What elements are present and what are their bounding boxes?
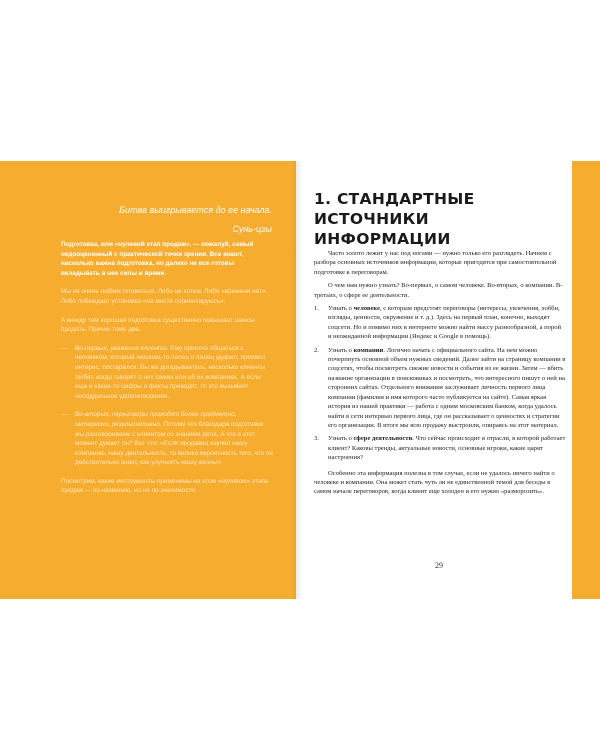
list-item — [314, 304, 566, 342]
right-edge-color-strip — [572, 161, 600, 599]
list-item-text: Ему приятно общаться с человеком, который наконец-то палец о палец ударил, проявил интерес, постарался. Вы же догадываетесь, насколько клиенты любят, когда говорят о них самих или об их компаниях. А если еще и какие-то цифры и факты приводят, то это вызывает неподдельное удовлетворение. — [75, 344, 266, 400]
paragraph: О чем нам нужно узнать? Во-первых, о самом человеке. Во-вторых, о компании. В-третьих, о сфере ее деятельности. — [314, 282, 563, 299]
numbered-list — [314, 304, 566, 463]
left-page-body — [61, 240, 273, 505]
paragraph: Особенно эта информация полезна в том случае, если не удалось ничего найти о человеке и компании. Она может стать чуть ли не единственной темой для беседы в самом начале переговоров, когда клиент еще холоден и его нужно «разморозить». — [314, 469, 555, 496]
list-item-keyword: сфере деятельности — [353, 435, 413, 443]
chapter-title: 1. СТАНДАРТНЫЕ ИСТОЧНИКИ ИНФОРМАЦИИ — [314, 190, 475, 248]
paragraph: Посмотрим, какие инструменты применимы на этом «нулевом» этапе продаж — по названию, но не по значимости. — [61, 477, 269, 495]
list-item-lead: Во-первых, уважение клиента. — [75, 344, 169, 352]
list-item — [61, 344, 273, 402]
epigraph-quote: Битва выигрывается до ее начала. — [119, 205, 272, 215]
list-item-lead: Во-вторых, переговоры проходят более предметно, интересно, результативно. — [75, 411, 237, 428]
list-item-text: Потому что благодаря подготовке мы разговариваем с клиентом со знанием дела. А что в этот момент думает он? Вот что: «Если продавец изучил нашу компанию, нашу деятельность, то велика вероятность того, что он действительно знает, как улучшить нашу жизнь!» — [75, 420, 273, 467]
book-spread — [0, 161, 600, 599]
paragraph: Мы не очень любим готовиться. Либо не хотим. Либо «времени нет». Либо побеждает установка «на месте сориентируюсь». — [61, 288, 268, 305]
page-number: 29 — [435, 561, 443, 570]
list-item — [314, 346, 566, 431]
list-item-text: , с которым предстоят переговоры (интересы, увлечения, хобби, взгляды, ценности, окружение и т. д.). Здесь на первый план, конечно, выходят соцсети. Но и помимо них в интернете можно найти массу разнообразной, а порой и неожиданной информации (Яндекс и Google в помощь). — [328, 305, 562, 341]
dash-bullet: — — [61, 411, 68, 419]
list-item-pre: Узнать о — [328, 435, 354, 443]
list-item-pre: Узнать о — [328, 346, 354, 354]
paragraph: Часто золото лежит у нас под ногами — нужно только его разглядеть. Начнем с разбора основных источников информации, которые пригодятся при самостоятельной подготовке к переговорам. — [314, 250, 557, 276]
list-item — [61, 410, 273, 468]
intro-bold-paragraph: Подготовка, или «нулевой этап продаж», — пожалуй, самый недооцененный с практической точки зрения. Все знают, насколько важна подготовка, но далеко не все готовы вкладывать в нее силы и время. — [61, 241, 254, 277]
book-gutter-shadow — [292, 161, 302, 599]
list-number: 1. — [314, 305, 319, 313]
epigraph-author: Сунь-цзы — [232, 224, 272, 234]
epigraph — [60, 201, 272, 239]
list-number: 2. — [314, 346, 319, 354]
list-item-pre: Узнать о — [328, 305, 354, 313]
paragraph: А между тем хорошая подготовка существенно повышает шансы продать. Причин тому две. — [61, 316, 255, 334]
list-item-keyword: компании — [353, 346, 384, 354]
list-number: 3. — [314, 435, 319, 443]
list-item-keyword: человеке — [353, 305, 380, 313]
reasons-list — [61, 344, 273, 468]
list-item — [314, 434, 566, 462]
list-item-text: . Что сейчас происходит в отрасли, в которой работает клиент? Каковы тренды, актуальные новости, основные игроки, какие царят настроения? — [328, 435, 566, 462]
dash-bullet: — — [61, 344, 68, 352]
list-item-text: . Логично начать с официального сайта. На нем можно почерпнуть основной объем нужных сведений. Далее зайти на страницу компании в соцсетях, чтобы посмотреть свежие новости и события из ее жизни. Затем — вбить название организации в поисковиках и посмотреть, что интересного пишут о ней на сторонних сайтах. Отдельного внимания заслуживает личность первого лица компании (фамилия и имя которого часто публикуется на сайте). Самая яркая история из нашей практики — работа с одним московским банком, когда удалось найти в сети интервью первого лица, где он рассказывает о ценностях и стратегии его организации. В итоге мы всю продажу выстроили, опираясь на этот материал. — [328, 346, 566, 429]
right-page-body — [314, 249, 566, 501]
